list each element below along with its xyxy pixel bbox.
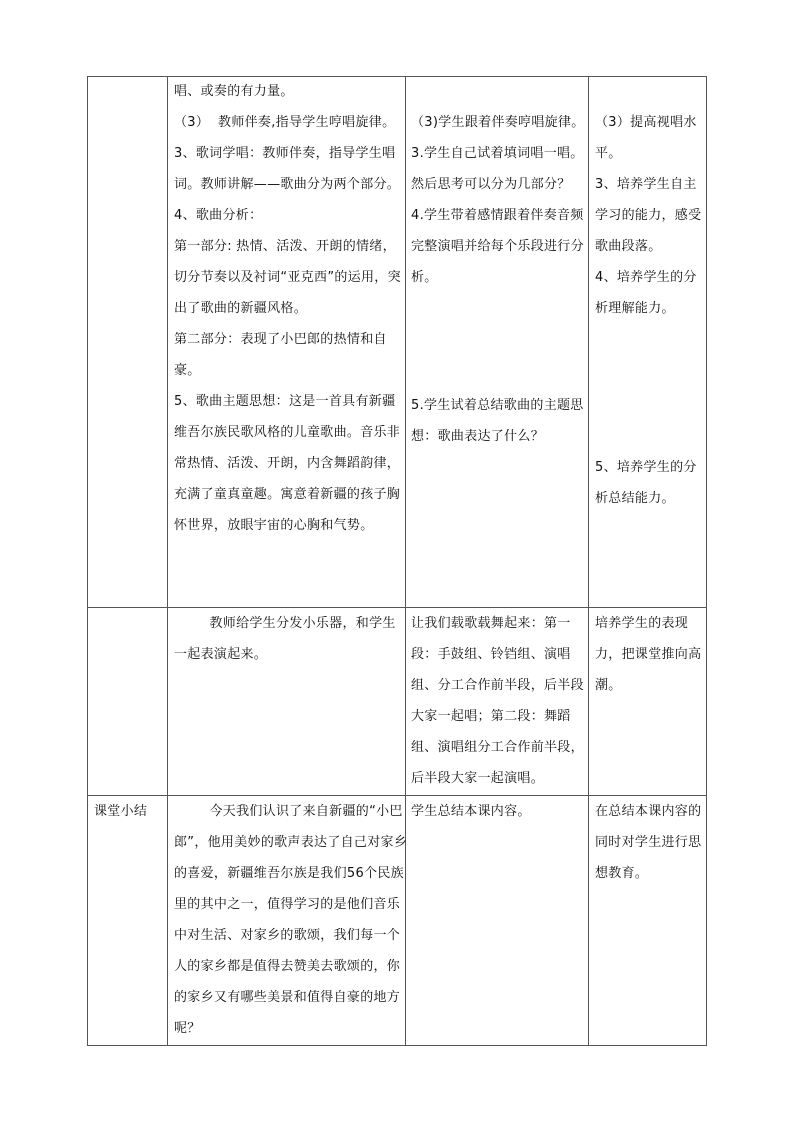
- student-activity-cell: 让我们载歌载舞起来：第一段：手鼓组、铃铛组、演唱组、分工合作前半段，后半段大家一起唱；第二段：舞蹈组、演唱组分工合作前半段，后半段大家一起演唱。: [411, 616, 584, 786]
- lesson-plan-table: [87, 76, 707, 1046]
- column-divider: [167, 77, 168, 1045]
- design-intent-cell: 培养学生的表现力，把课堂推向高潮。: [595, 616, 702, 693]
- student-activity-cell: 学生总结本课内容。: [411, 804, 531, 819]
- teacher-activity-cell: 今天我们认识了来自新疆的“小巴郎”，他用美妙的歌声表达了自己对家乡的喜爱，新疆维吾尔族是我们56个民族里的其中之一，值得学习的是他们音乐中对生活、对家乡的歌颂，我们每一个人的家乡都是值得去赞美去歌颂的，你的家乡又有哪些美景和值得自豪的地方呢？: [174, 804, 408, 1036]
- student-activity-cell: 5.学生试着总结歌曲的主题思想：歌曲表达了什么？: [411, 398, 584, 444]
- design-intent-cell: 在总结本课内容的同时对学生进行思想教育。: [595, 804, 702, 881]
- design-intent-cell: 5、培养学生的分析总结能力。: [595, 460, 697, 506]
- student-activity-cell: （3)学生跟着伴奏哼唱旋律。 3.学生自己试着填词唱一唱。然后思考可以分为几部分？ 4.学生带着感情跟着伴奏音频完整演唱并给每个乐段进行分析。: [411, 115, 585, 285]
- teacher-activity-cell: 唱、或奏的有力量。 （3） 教师伴奏,指导学生哼唱旋律。 3、歌词学唱：教师伴奏，指导学生唱词。教师讲解——歌曲分为两个部分。 4、歌曲分析： 第一部分: 热情、活泼、开朗的情绪，切分节奏以及衬词“亚克西”的运用，突出了歌曲的新疆风格。 第二部分：表现了小巴郎的热情和自豪。 5、歌曲主题思想：这是一首具有新疆维吾尔族民歌风格的儿童歌曲。音乐非常热情、活泼、开朗，内含舞蹈韵律，充满了童真童趣。寓意着新疆的孩子胸怀世界，放眼宇宙的心胸和气势。: [174, 84, 401, 533]
- design-intent-cell: （3）提高视唱水平。 3、培养学生自主学习的能力，感受歌曲段落。 4、培养学生的分析理解能力。: [595, 115, 702, 316]
- row-label: 课堂小结: [94, 804, 148, 819]
- teacher-activity-cell: 教师给学生分发小乐器，和学生一起表演起来。: [174, 616, 396, 662]
